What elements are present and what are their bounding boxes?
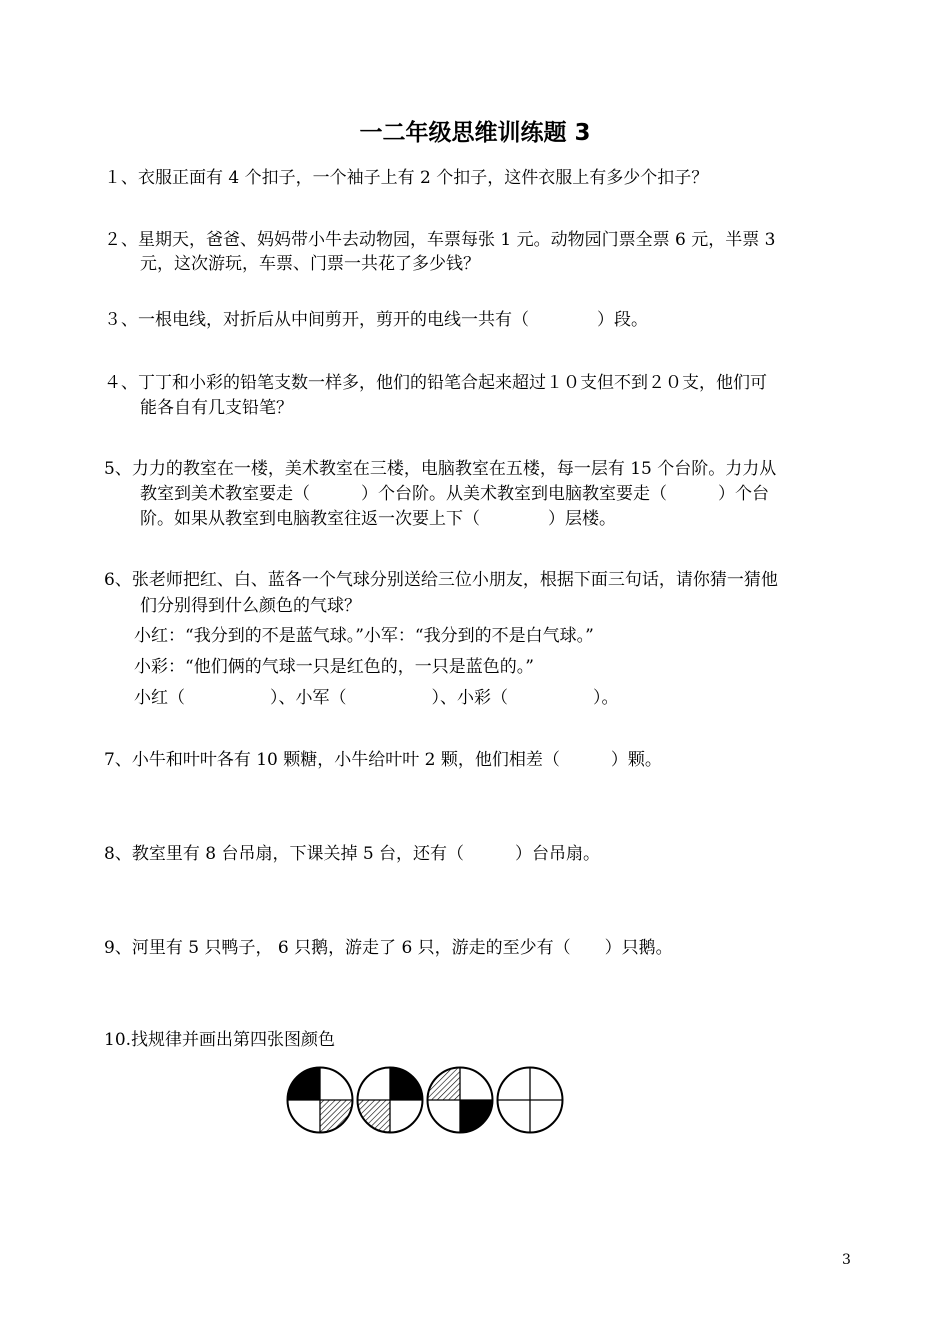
question-3: ３、一根电线，对折后从中间剪开，剪开的电线一共有（ ）段。 [104, 310, 648, 330]
question-2-line-1: ２、星期天，爸爸、妈妈带小牛去动物园，车票每张 1 元。动物园门票全票 6 元，半票 3 [104, 230, 776, 250]
question-10: 10.找规律并画出第四张图颜色 [104, 1030, 336, 1050]
question-5-line-2: 教室到美术教室要走（ ）个台阶。从美术教室到电脑教室要走（ ）个台 [140, 484, 769, 504]
question-6-line-3: 小红：“我分到的不是蓝气球。”小军：“我分到的不是白气球。” [134, 626, 594, 646]
pattern-circle-1 [288, 1068, 353, 1133]
question-8: 8、教室里有 8 台吊扇，下课关掉 5 台，还有（ ）台吊扇。 [104, 844, 601, 864]
pattern-circle-2 [358, 1068, 423, 1133]
question-9: 9、河里有 5 只鸭子， 6 只鹅，游走了 6 只，游走的至少有（ ）只鹅。 [104, 938, 673, 958]
question-6-line-2: 们分别得到什么颜色的气球？ [140, 596, 361, 616]
question-2-line-2: 元，这次游玩，车票、门票一共花了多少钱？ [140, 254, 480, 274]
pattern-circle-4 [498, 1068, 563, 1133]
page-title: 一二年级思维训练题 3 [359, 120, 591, 146]
question-5-line-1: 5、力力的教室在一楼，美术教室在三楼，电脑教室在五楼，每一层有 15 个台阶。力力从 [104, 459, 777, 479]
question-4-line-2: 能各自有几支铅笔？ [140, 398, 293, 418]
question-5-line-3: 阶。如果从教室到电脑教室往返一次要上下（ ）层楼。 [140, 509, 616, 529]
question-6-line-5: 小红（ ）、小军（ ）、小彩（ ）。 [134, 688, 619, 708]
page-number: 3 [842, 1252, 851, 1268]
pattern-circles [286, 1064, 564, 1136]
question-7: 7、小牛和叶叶各有 10 颗糖，小牛给叶叶 2 颗，他们相差（ ）颗。 [104, 750, 662, 770]
question-4-line-1: ４、丁丁和小彩的铅笔支数一样多，他们的铅笔合起来超过１０支但不到２０支，他们可 [104, 373, 767, 393]
question-6-line-4: 小彩：“他们俩的气球一只是红色的，一只是蓝色的。” [134, 657, 534, 677]
question-6-line-1: 6、张老师把红、白、蓝各一个气球分别送给三位小朋友，根据下面三句话，请你猜一猜他 [104, 570, 778, 590]
question-1: １、衣服正面有 4 个扣子，一个袖子上有 2 个扣子，这件衣服上有多少个扣子？ [104, 168, 709, 188]
pattern-circle-3 [428, 1068, 493, 1133]
